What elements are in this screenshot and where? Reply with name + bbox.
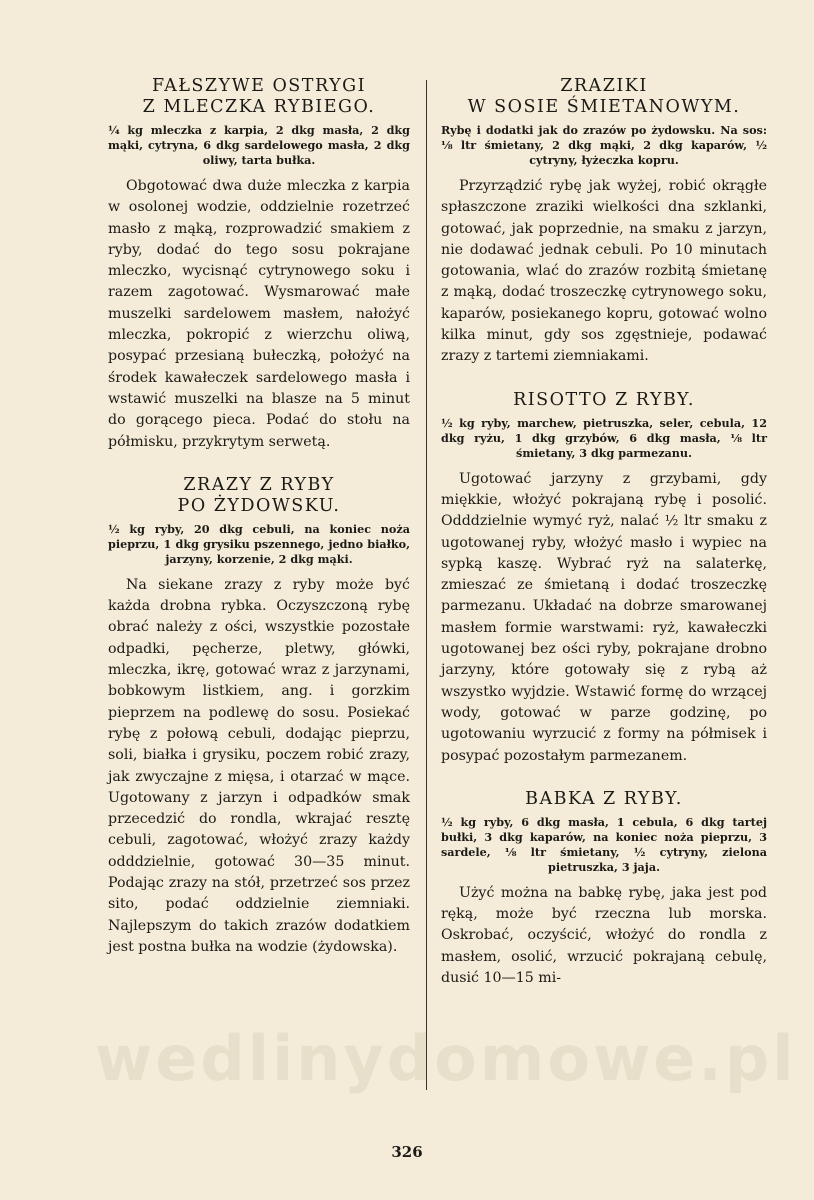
recipe-title-line-2: W SOSIE ŚMIETANOWYM. bbox=[467, 97, 741, 117]
recipe-title bbox=[108, 76, 410, 118]
recipe-ingredients: ½ kg ryby, 6 dkg masła, 1 cebula, 6 dkg tartej bułki, 3 dkg kaparów, na koniec noża pieprzu, 3 sardele, ⅛ ltr śmietany, ½ cytryny, zielona pietruszka, 3 jaja. bbox=[441, 814, 767, 874]
left-column bbox=[108, 76, 410, 980]
recipe-instructions: Ugotować jarzyny z grzybami, gdy miękkie, włożyć pokrajaną rybę i posolić. Odddzielnie wymyć ryż, nalać ½ ltr smaku z ugotowanej ryby, włożyć masło i wypiec na sypką kaszę. Wybrać ryż na salaterkę, zmieszać ze śmietaną i dodać troszeczkę parmezanu. Układać na dobrze smarowanej masłem formie warstwami: ryż, kawałeczki ugotowanej bez ości ryby, pokrajane drobno jarzyny, które gotowały się z rybą aż wszystko wyjdzie. Wstawić formę do wrzącej wody, gotować w parze godzinę, po ugotowaniu wyrzucić z formy na półmisek i posypać pozostałym parmezanem. bbox=[441, 470, 767, 764]
recipe-zraziki-w-sosie bbox=[441, 76, 767, 368]
recipe-falszywe-ostrygi bbox=[108, 76, 410, 453]
recipe-instructions: Przyrządzić rybę jak wyżej, robić okrągłe spłaszczone zraziki wielkości dna szklanki, gotować, jak poprzednie, na smaku z jarzyn, nie dodawać jednak cebuli. Po 10 minutach gotowania, wlać do zrazów rozbitą śmietanę z mąką, dodać troszeczkę cytrynowego soku, kaparów, posiekanego kopru, gotować wolno kilka minut, gdy sos zgęstnieje, podawać zrazy z tartemi ziemniakami. bbox=[441, 178, 767, 365]
recipe-ingredients: Rybę i dodatki jak do zrazów po żydowsku. Na sos: ⅛ ltr śmietany, 2 dkg mąki, 2 dkg kaparów, ½ cytryny, łyżeczka kopru. bbox=[441, 123, 767, 167]
recipe-babka-z-ryby bbox=[441, 789, 767, 989]
recipe-ingredients: ½ kg ryby, 20 dkg cebuli, na koniec noża pieprzu, 1 dkg grysiku pszennego, jedno białko, jarzyny, korzenie, 2 dkg mąki. bbox=[108, 521, 410, 566]
recipe-instructions: Obgotować dwa duże mleczka z karpia w osolonej wodzie, oddzielnie rozetrzeć masło z mąką, rozprowadzić smakiem z ryby, dodać do tego sosu pokrajane mleczko, wycisnąć cytrynowego soku i razem zagotować. Wysmarować małe muszelki sardelowem masłem, nałożyć mleczka, pokropić z wierzchu oliwą, posypać przesianą bułeczką, położyć na środek kawałeczek sardelowego masła i wstawić muszelki na blasze na 5 minut do gorącego pieca. Podać do stołu na półmisku, przykrytym serwetą. bbox=[108, 178, 410, 450]
recipe-title-line-1: FAŁSZYWE OSTRYGI bbox=[151, 76, 367, 96]
column-divider bbox=[426, 80, 427, 1090]
recipe-zrazy-po-zydowsku bbox=[108, 475, 410, 958]
recipe-title-line-2: Z MLECZKA RYBIEGO. bbox=[142, 97, 376, 117]
recipe-title-line-1: ZRAZY Z RYBY bbox=[183, 474, 335, 495]
recipe-risotto-z-ryby bbox=[441, 390, 767, 767]
watermark: wedlinydomowe.pl bbox=[95, 1022, 797, 1095]
recipe-ingredients: ¼ kg mleczka z karpia, 2 dkg masła, 2 dkg mąki, cytryna, 6 dkg sardelowego masła, 2 dkg oliwy, tarta bułka. bbox=[108, 123, 410, 167]
recipe-title bbox=[108, 475, 410, 517]
recipe-title: RISOTTO Z RYBY. bbox=[513, 389, 695, 410]
page-number: 326 bbox=[391, 1143, 423, 1161]
recipe-title bbox=[441, 76, 767, 118]
recipe-instructions: Na siekane zrazy z ryby może być każda drobna rybka. Oczyszczoną rybę obrać należy z ości, wszystkie pozostałe odpadki, pęcherze, pletwy, główki, mleczka, ikrę, gotować wraz z jarzynami, bobkowym listkiem, ang. i gorzkim pieprzem na podlewę do sosu. Posiekać rybę z połową cebuli, dodając pieprzu, soli, białka i grysiku, poczem robić zrazy, jak zwyczajne z mięsa, i otarzać w mące. Ugotowany z jarzyn i odpadków smak przecedzić do rondla, wkrajać resztę cebuli, zagotować, włożyć zrazy każdy odddzielnie, gotować 30—35 minut. Podając zrazy na stół, przetrzeć sos przez sito, podać oddzielnie ziemniaki. Najlepszym do takich zrazów dodatkiem jest postna bułka na wodzie (żydowska). bbox=[108, 576, 410, 955]
recipe-title-line-1: ZRAZIKI bbox=[560, 76, 648, 96]
recipe-instructions: Użyć można na babkę rybę, jaka jest pod ręką, może być rzeczna lub morska. Oskrobać, oczyścić, włożyć do rondla z masłem, osolić, wrzucić pokrajaną cebulę, dusić 10—15 mi- bbox=[441, 884, 767, 987]
recipe-title: BABKA Z RYBY. bbox=[525, 788, 683, 809]
recipe-title-line-2: PO ŻYDOWSKU. bbox=[177, 495, 341, 516]
recipe-ingredients: ½ kg ryby, marchew, pietruszka, seler, cebula, 12 dkg ryżu, 1 dkg grzybów, 6 dkg masła, ⅛ ltr śmietany, 3 dkg parmezanu. bbox=[441, 415, 767, 460]
right-column bbox=[441, 76, 767, 1011]
